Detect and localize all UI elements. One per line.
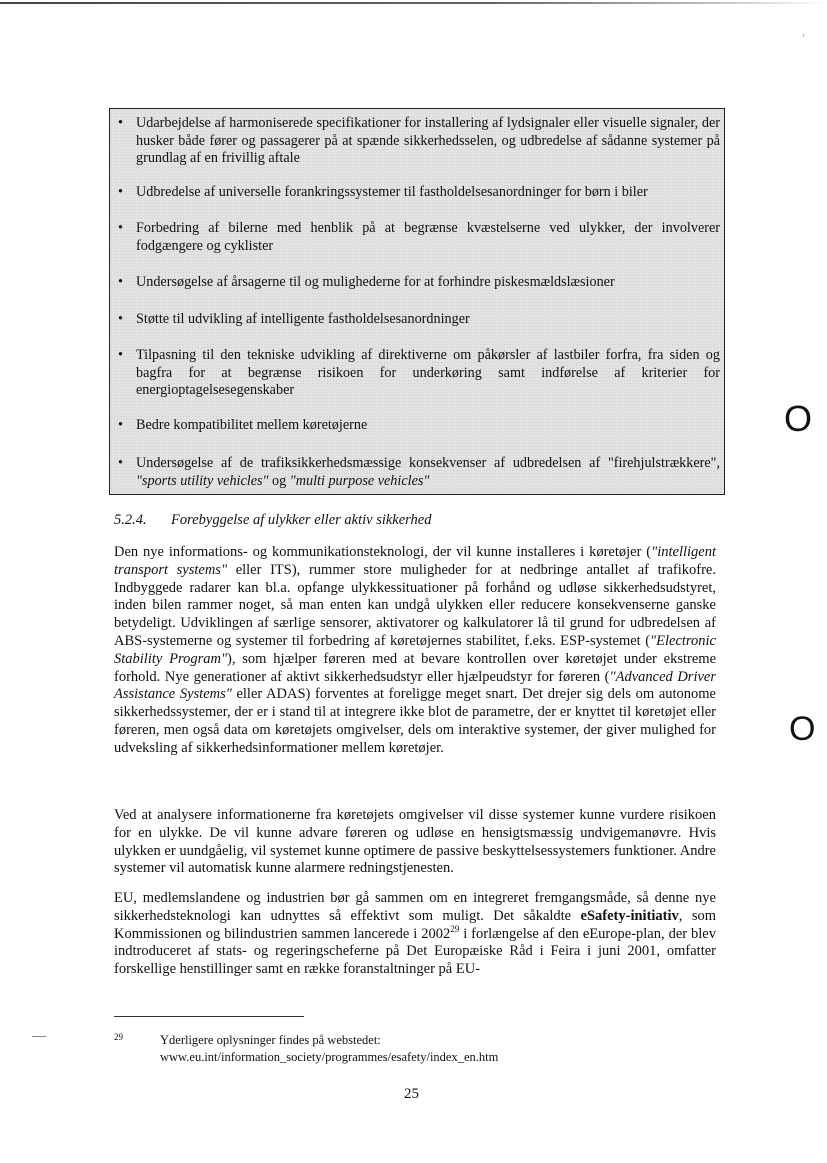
footnote-line: Yderligere oplysninger findes på webstedet: [160,1033,381,1047]
body-paragraph-1 [114,544,716,758]
paragraph-strong: eSafety-initiativ [580,907,679,924]
list-item: • Forbedring af bilerne med henblik på at begrænse kvæstelserne ved ulykker, der involverer fodgængere og cyklister [110,220,726,255]
page-number: 25 [404,1086,419,1102]
section-title: Forebyggelse af ulykker eller aktiv sikkerhed [171,512,432,528]
list-item-emphasis: "sports utility vehicles" [136,472,269,489]
list-item: • Tilpasning til den tekniske udvikling af direktiverne om påkørsler af lastbiler forfra, fra siden og bagfra for at begrænse risikoen for underkøring samt indførelse af kriterier for energioptagelsesegenskaber [110,347,726,400]
list-item: • Støtte til udvikling af intelligente fastholdelsesanordninger [110,311,726,329]
paragraph-text: EU, medlemslandene og industrien bør gå sammen om en integreret fremgangsmåde, så denne nye sikkerhedsteknologi kan udnyttes så effektivt som muligt. Det såkaldte [114,890,716,924]
margin-tick-mark: ' [803,33,805,42]
body-paragraph-3 [114,890,716,979]
top-scan-edge [0,2,827,4]
recommendations-box [109,108,725,495]
list-item: • Bedre kompatibilitet mellem køretøjerne [110,417,726,435]
section-heading [114,512,432,529]
list-item-text: og [268,472,290,489]
paragraph-text: eller ITS), rummer store muligheder for at nedbringe antallet af trafikofre. Indbyggede radarer kan bl.a. opfange ulykkessituationer på forhånd og udløse sikkerhedsudstyret, inden bilen rammer noget, så man enten kan undgå ulykken eller reducere konsekvenserne ganske betydeligt. Udviklingen af særlige sensorer, aktivatorer og kalkulatorer lå til grund for udbredelsen af ABS-systemerne og systemer til forbedring af køretøjernes stabilitet, f.eks. ESP-systemet ( [114,561,716,649]
footnote [160,1032,498,1066]
section-number: 5.2.4. [114,512,147,528]
paragraph-text: Den nye informations- og kommunikationsteknologi, der vil kunne installeres i køretøjer ( [114,544,652,560]
list-item-emphasis: "multi purpose vehicles" [289,472,430,489]
punch-hole-icon: O [784,398,813,439]
paragraph-text: , som Kommissionen og bilindustrien sammen lancerede i 2002 [114,907,716,942]
paragraph-text: i forlængelse af den eEurope-plan, der blev indtroduceret af stats- og regeringscheferne på Det Europæiske Råd i Feira i juni 2001, omfatter forskellige henstillinger samt en række foranstaltninger på EU- [114,925,716,978]
paragraph-text: eller ADAS) forventes at foreligge meget snart. Det drejer sig dels om autonome sikkerhedssystemer, der er i stand til at integrere ikke blot de parametre, der er knyttet til køretøjet eller føreren, men også data om køretøjets omgivelser, dels om interaktive systemer, der giver mulighed for udveksling af sikkerhedsinformationer mellem køretøjer. [114,686,716,756]
footnote-url: www.eu.int/information_society/programmes/esafety/index_en.htm [160,1050,499,1064]
footnote-mark: 29 [114,1032,123,1042]
list-item: • Undersøgelse af årsagerne til og mulighederne for at forhindre piskesmældslæsioner [110,274,726,292]
paragraph-emphasis: "Advanced Driver Assistance Systems" [114,668,716,703]
list-item: • Udarbejdelse af harmoniserede specifikationer for installering af lydsignaler eller visuelle signaler, der husker både fører og passagerer på at spænde sikkerhedsselen, og udbredelse af sådanne systemer på grundlag af en frivillig aftale [110,115,726,168]
margin-dash [32,1036,46,1037]
footnote-reference: 29 [450,923,460,934]
footnote-divider [114,1016,304,1017]
list-item-text: Undersøgelse af de trafiksikkerhedsmæssige konsekvenser af udbredelsen af "firehjulstrækkere", [136,455,720,471]
paragraph-emphasis: "intelligent transport systems" [114,544,716,578]
paragraph-emphasis: "Electronic Stability Program" [114,632,716,667]
list-item [110,455,726,490]
body-paragraph-2: Ved at analysere informationerne fra køretøjets omgivelser vil disse systemer kunne vurdere risikoen for en ulykke. De vil kunne advare føreren og udløse en hensigtsmæssig undvigemanøvre. Hvis ulykken er uundgåelig, vil systemet kunne optimere de passive beskyttelsessystemers funktioner. Andre systemer vil automatisk kunne alarmere redningstjenesten. [114,807,716,877]
paragraph-text: ), som hjælper føreren med at bevare kontrollen over køretøjet under ekstreme forhold. Nye generationer af aktivt sikkerhedsudstyr eller hjælpeudstyr for føreren ( [114,650,717,685]
list-item: • Udbredelse af universelle forankringssystemer til fastholdelsesanordninger for børn i biler [110,184,726,202]
punch-hole-icon: O [789,710,816,748]
